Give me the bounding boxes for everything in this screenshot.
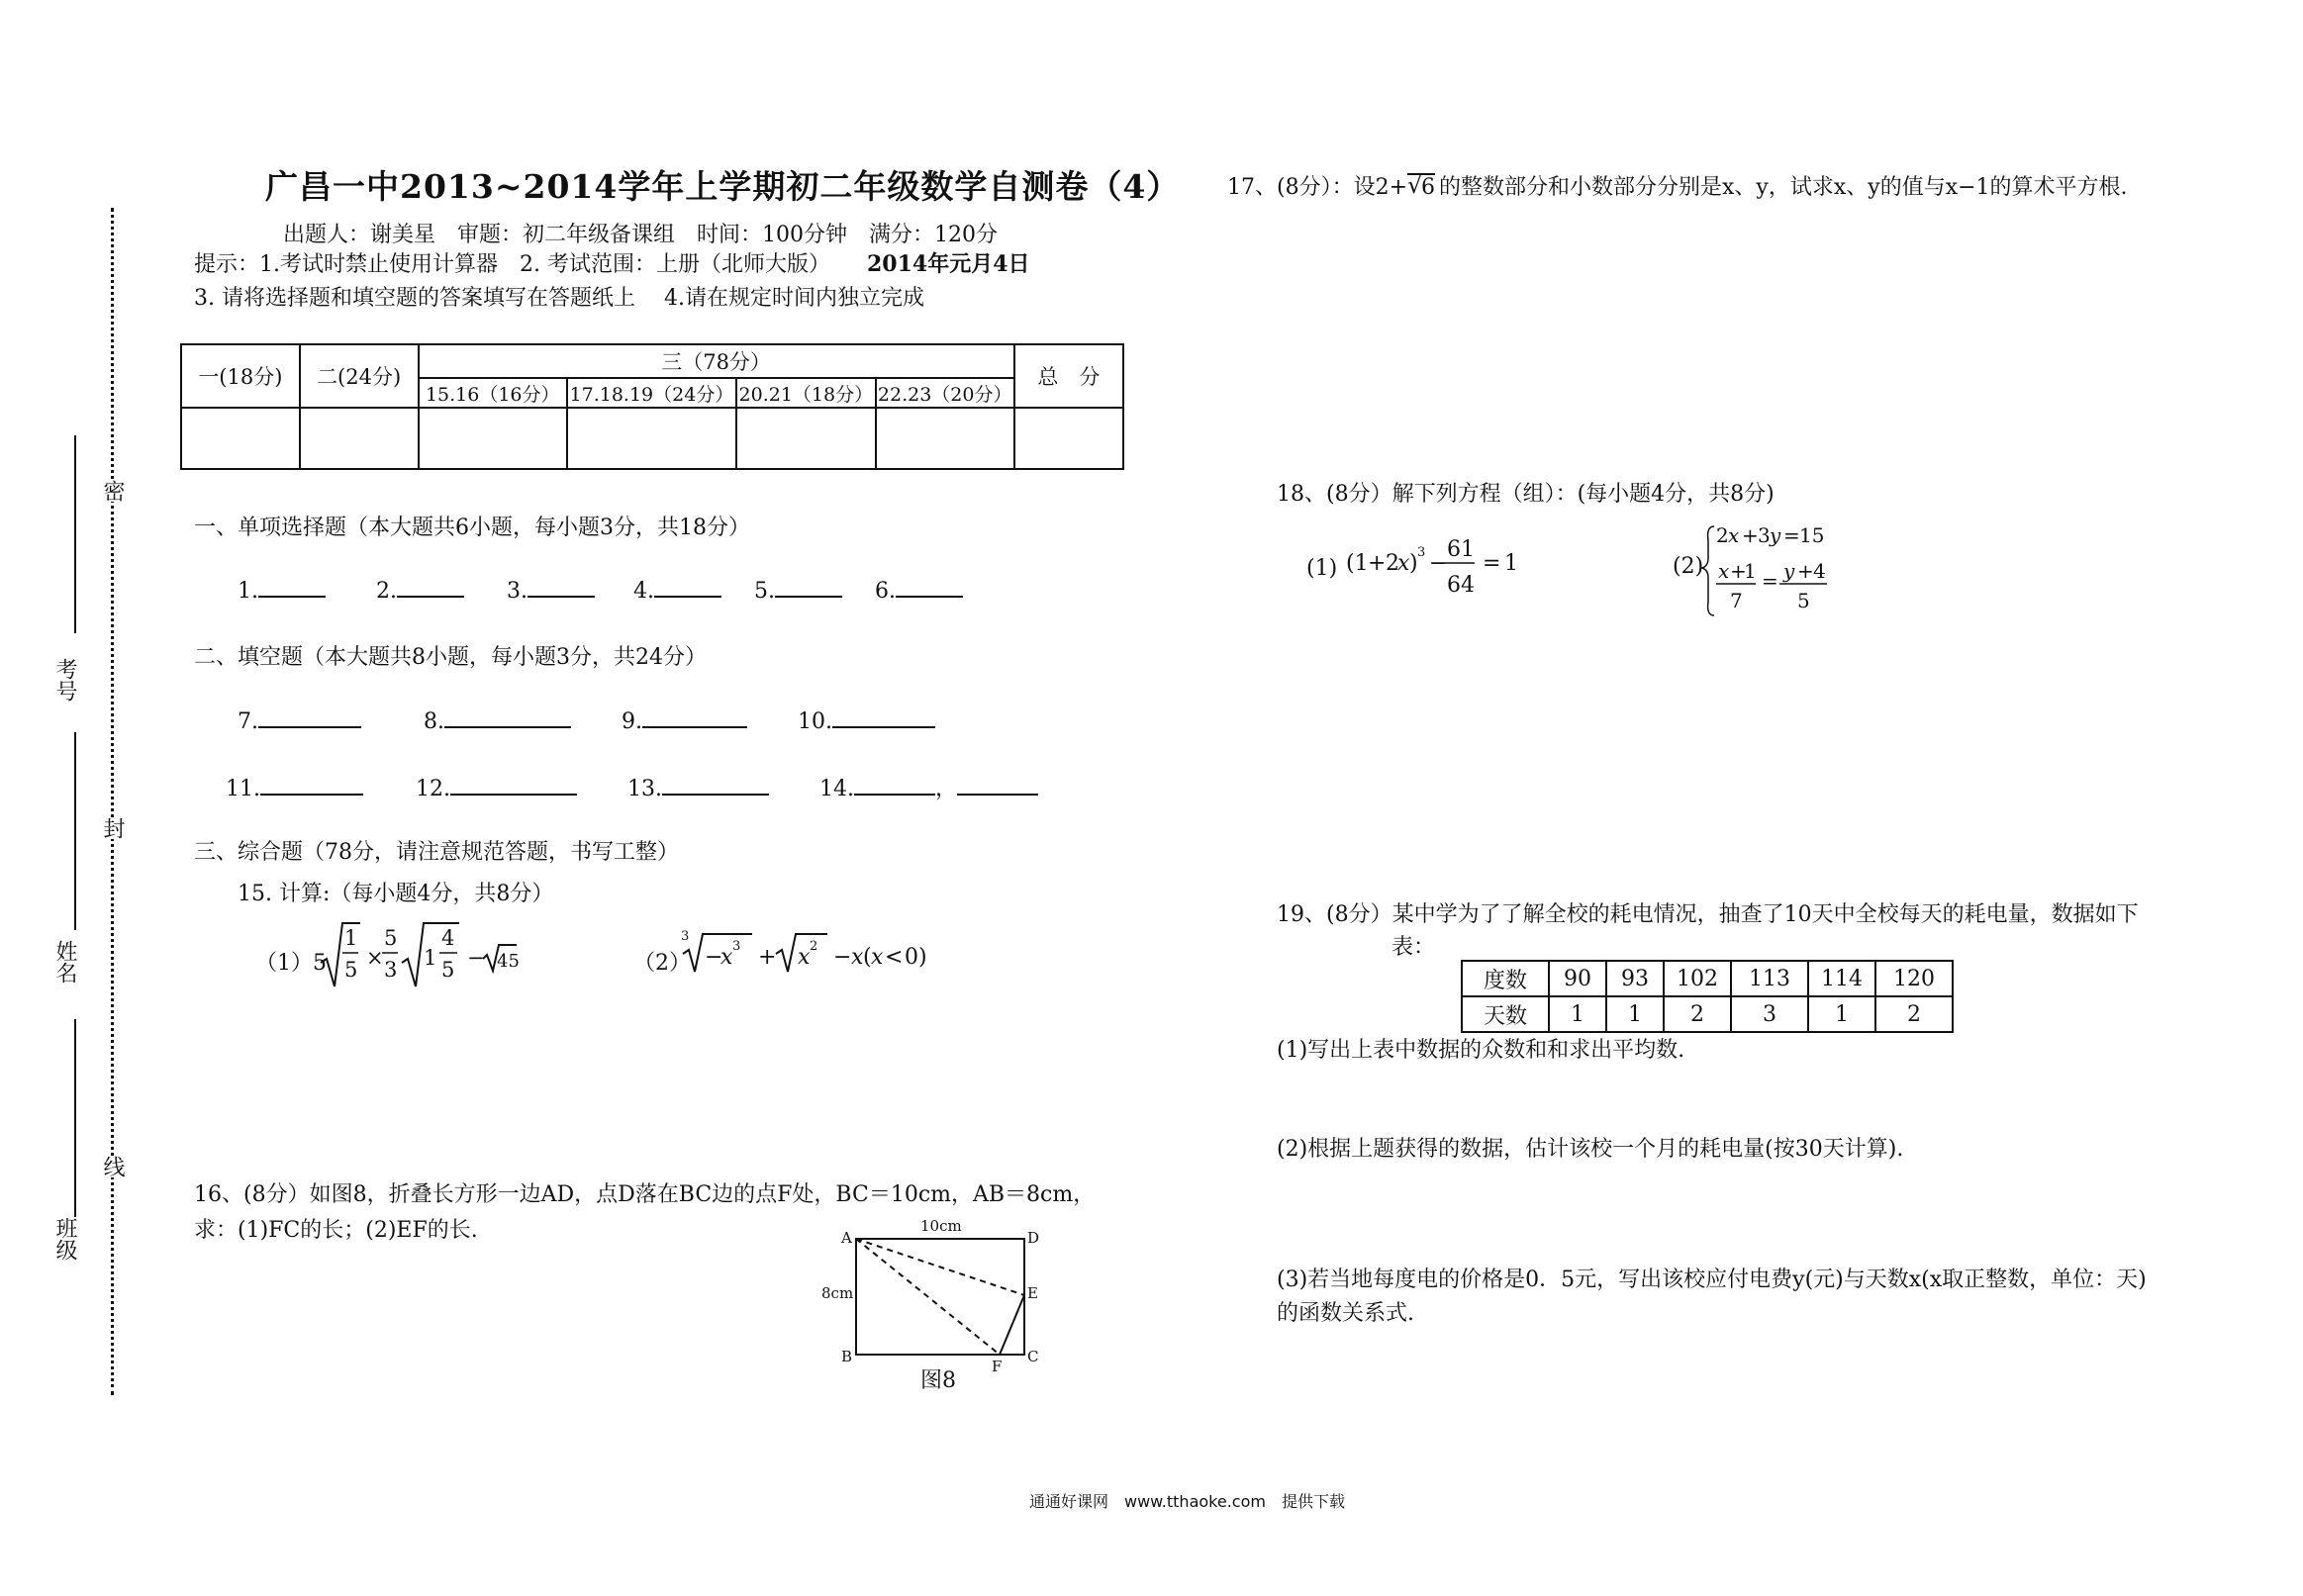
mc-label: 2. <box>376 579 397 604</box>
fill-label: 9. <box>622 709 642 734</box>
fill-label: 12. <box>416 777 450 801</box>
mc-blank[interactable] <box>896 576 963 598</box>
banji-label: 班级 <box>52 1217 77 1261</box>
svg-text:3: 3 <box>384 958 398 982</box>
svg-text:1: 1 <box>1504 551 1518 576</box>
svg-text:=: = <box>1762 569 1778 593</box>
score-cell[interactable] <box>876 408 1014 469</box>
fig-point-a: A <box>841 1229 852 1247</box>
mc-blank[interactable] <box>397 576 464 598</box>
svg-text:x: x <box>720 945 733 970</box>
fill-label: 7. <box>238 709 258 734</box>
fig-point-b: B <box>841 1348 853 1365</box>
svg-text:+: + <box>1797 559 1814 583</box>
svg-text:4: 4 <box>1813 559 1826 583</box>
mc-label: 3. <box>507 579 528 604</box>
svg-text:×: × <box>366 946 384 970</box>
table-cell: 90 <box>1549 961 1606 996</box>
table-cell: 102 <box>1664 961 1731 996</box>
fill-blank[interactable] <box>854 774 935 796</box>
mc-label: 6. <box>875 579 896 604</box>
fill-answer-row-2 <box>226 772 1038 802</box>
q15-title: 15. 计算:（每小题4分，共8分） <box>238 882 554 906</box>
q19-line-1: 19、(8分）某中学为了了解全校的耗电情况，抽查了10天中全校每天的耗电量，数据如下 <box>1277 902 2139 927</box>
footer-credit: 通通好课网 www.tthaoke.com 提供下载 <box>1029 1492 1345 1511</box>
svg-text:3: 3 <box>681 929 690 944</box>
score-cell[interactable] <box>736 408 876 469</box>
fill-label: 10. <box>798 709 832 734</box>
table-cell: 1 <box>1549 996 1606 1032</box>
fill-blank[interactable] <box>662 774 769 796</box>
q17-radicand: 6 <box>1421 175 1436 200</box>
q15-part1-label: （1）5 <box>255 951 327 976</box>
table-head: 天数 <box>1462 996 1549 1032</box>
score-cell[interactable] <box>1014 408 1123 469</box>
mc-blank[interactable] <box>528 576 595 598</box>
fill-answer-row-1 <box>238 706 935 734</box>
svg-text:15: 15 <box>1799 523 1825 547</box>
svg-text:y: y <box>1783 559 1795 583</box>
svg-text:x: x <box>1718 559 1730 583</box>
mc-answer-row <box>238 576 963 604</box>
svg-text:2: 2 <box>1386 551 1399 576</box>
score-col-3: 三（78分） <box>419 344 1014 378</box>
score-col-2: 二(24分) <box>300 344 419 408</box>
page-title: 广昌一中2013~2014学年上学期初二年级数学自测卷（4） <box>265 167 1181 206</box>
score-table <box>180 343 1124 470</box>
score-total: 总 分 <box>1014 344 1123 408</box>
fig-point-e: E <box>1027 1284 1038 1302</box>
svg-text:+: + <box>1730 559 1747 583</box>
score-col-1: 一(18分) <box>181 344 300 408</box>
fill-label: 13. <box>627 777 662 801</box>
svg-text:): ) <box>1409 551 1418 576</box>
banji-line <box>74 1019 76 1217</box>
svg-text:(: ( <box>863 945 872 970</box>
mc-label: 1. <box>238 579 258 604</box>
svg-text:x: x <box>1397 551 1410 576</box>
svg-text:5: 5 <box>1797 589 1810 612</box>
q16-line-1: 16、(8分）如图8，折叠长方形一边AD，点D落在BC边的点F处，BC＝10cm，AB＝8cm， <box>194 1182 1096 1207</box>
fill-blank[interactable] <box>832 706 935 728</box>
binding-line <box>111 208 114 1395</box>
table-head: 度数 <box>1462 961 1549 996</box>
fig-label-top: 10cm <box>920 1217 962 1235</box>
svg-text:2: 2 <box>1716 523 1729 547</box>
figure-8 <box>821 1217 1069 1395</box>
svg-text:=: = <box>1483 551 1501 576</box>
svg-text:(1: (1 <box>1346 551 1369 576</box>
tips-line-1 <box>194 247 1030 278</box>
svg-text:61: 61 <box>1447 537 1475 562</box>
svg-text:+: + <box>1368 551 1387 576</box>
q17-post: 的整数部分和小数部分分别是x、y，试求x、y的值与x−1的算术平方根. <box>1439 175 2128 200</box>
q18-part1-label: (1) <box>1306 556 1338 581</box>
svg-text:<: < <box>885 945 904 970</box>
q18-part2-system <box>1704 520 1853 619</box>
svg-text:y: y <box>1770 523 1781 547</box>
table-cell: 114 <box>1808 961 1875 996</box>
table-cell: 113 <box>1731 961 1808 996</box>
q17-sqrt: √ 6 <box>1407 171 1436 200</box>
svg-text:5: 5 <box>384 926 398 950</box>
q18-part1-equation <box>1346 534 1534 604</box>
svg-text:−: − <box>467 946 485 970</box>
fill-blank[interactable] <box>258 706 361 728</box>
svg-text:1: 1 <box>344 926 358 950</box>
q15-part1-formula <box>319 915 520 994</box>
q16-line-2: 求：(1)FC的长；(2)EF的长. <box>194 1218 478 1243</box>
svg-text:64: 64 <box>1447 573 1475 598</box>
q17-pre: 17、(8分）：设2+ <box>1227 175 1408 200</box>
kaohao-label: 考号 <box>52 658 77 702</box>
svg-text:45: 45 <box>497 951 520 972</box>
mc-label: 5. <box>754 579 775 604</box>
table-cell: 120 <box>1875 961 1953 996</box>
svg-text:1: 1 <box>424 946 437 970</box>
svg-text:1: 1 <box>1744 559 1757 583</box>
score-sub-3: 20.21（18分） <box>736 378 876 408</box>
fig-point-c: C <box>1027 1348 1039 1365</box>
svg-text:0): 0) <box>905 945 927 970</box>
svg-text:−: − <box>705 945 723 970</box>
table-cell: 93 <box>1606 961 1664 996</box>
kaohao-line <box>74 435 76 633</box>
svg-text:2: 2 <box>810 939 818 954</box>
q19-part-3-line-2: 的函数关系式. <box>1277 1301 1414 1326</box>
svg-text:3: 3 <box>1417 545 1426 560</box>
svg-text:−: − <box>1429 551 1448 576</box>
svg-text:3: 3 <box>1758 523 1771 547</box>
section-3-title: 三、综合题（78分，请注意规范答题，书写工整） <box>194 840 679 865</box>
section-2-title: 二、填空题（本大题共8小题，每小题3分，共24分） <box>194 645 707 670</box>
score-cell[interactable] <box>181 408 300 469</box>
fill-blank[interactable] <box>444 706 571 728</box>
fill-label: 14. <box>819 777 854 801</box>
svg-text:=: = <box>1783 523 1800 547</box>
svg-text:5: 5 <box>441 958 455 982</box>
fig-caption: 图8 <box>920 1368 956 1393</box>
svg-text:x: x <box>1728 523 1740 547</box>
table-cell: 1 <box>1606 996 1664 1032</box>
xingming-label: 姓名 <box>52 940 77 984</box>
fill-blank[interactable] <box>260 774 363 796</box>
fill-label: 11. <box>226 777 260 801</box>
q18-part2-label: (2) <box>1673 554 1704 579</box>
q17 <box>1227 170 2128 201</box>
score-cell[interactable] <box>300 408 419 469</box>
svg-text:+: + <box>758 945 777 970</box>
svg-text:x: x <box>851 945 864 970</box>
svg-text:4: 4 <box>441 926 455 950</box>
svg-text:7: 7 <box>1730 589 1743 612</box>
mc-blank[interactable] <box>654 576 721 598</box>
side-feng: 封 <box>97 817 128 839</box>
score-sub-2: 17.18.19（24分） <box>567 378 736 408</box>
xingming-line <box>74 732 76 930</box>
svg-text:x: x <box>798 945 811 970</box>
score-cell[interactable] <box>567 408 736 469</box>
table-cell: 3 <box>1731 996 1808 1032</box>
side-xian: 线 <box>97 1156 128 1177</box>
fill-blank[interactable] <box>450 774 577 796</box>
q19-part-1: (1)写出上表中数据的众数和和求出平均数. <box>1277 1038 1685 1063</box>
mc-blank[interactable] <box>258 576 326 598</box>
score-sub-4: 22.23（20分） <box>876 378 1014 408</box>
fill-blank[interactable] <box>957 774 1038 796</box>
section-1-title: 一、单项选择题（本大题共6小题，每小题3分，共18分） <box>194 516 750 540</box>
q19-line-2: 表： <box>1391 935 1436 960</box>
table-cell: 2 <box>1875 996 1953 1032</box>
fig-point-f: F <box>992 1358 1003 1375</box>
comma: ， <box>935 777 958 801</box>
exam-date: 2014年元月4日 <box>866 251 1030 277</box>
fill-blank[interactable] <box>642 706 747 728</box>
fig-label-left: 8cm <box>821 1284 854 1302</box>
score-sub-1: 15.16（16分） <box>419 378 568 408</box>
svg-text:x: x <box>871 945 884 970</box>
side-mi: 密 <box>97 480 128 502</box>
q18-title: 18、(8分）解下列方程（组）：(每小题4分，共8分) <box>1277 482 1775 507</box>
svg-text:3: 3 <box>732 939 741 954</box>
exam-info: 出题人：谢美星 审题：初二年级备课组 时间：100分钟 满分：120分 <box>283 223 998 247</box>
table-cell: 1 <box>1808 996 1875 1032</box>
electricity-table <box>1461 960 1954 1033</box>
q15-part2-formula <box>681 920 948 980</box>
svg-text:5: 5 <box>344 958 358 982</box>
q19-part-2: (2)根据上题获得的数据，估计该校一个月的耗电量(按30天计算). <box>1277 1137 1904 1162</box>
q15-part2-label: （2） <box>633 951 691 976</box>
mc-label: 4. <box>633 579 654 604</box>
fill-label: 8. <box>424 709 444 734</box>
table-cell: 2 <box>1664 996 1731 1032</box>
mc-blank[interactable] <box>775 576 842 598</box>
tips-line-2: 3. 请将选择题和填空题的答案填写在答题纸上 4.请在规定时间内独立完成 <box>194 286 924 311</box>
fig-point-d: D <box>1027 1229 1040 1247</box>
svg-text:+: + <box>1742 523 1759 547</box>
score-cell[interactable] <box>419 408 568 469</box>
tips-text: 提示：1.考试时禁止使用计算器 2. 考试范围：上册（北师大版） <box>194 252 830 277</box>
svg-text:−: − <box>833 945 852 970</box>
q19-part-3-line-1: (3)若当地每度电的价格是0．5元，写出该校应付电费y(元)与天数x(x取正整数，单位：天) <box>1277 1267 2147 1292</box>
